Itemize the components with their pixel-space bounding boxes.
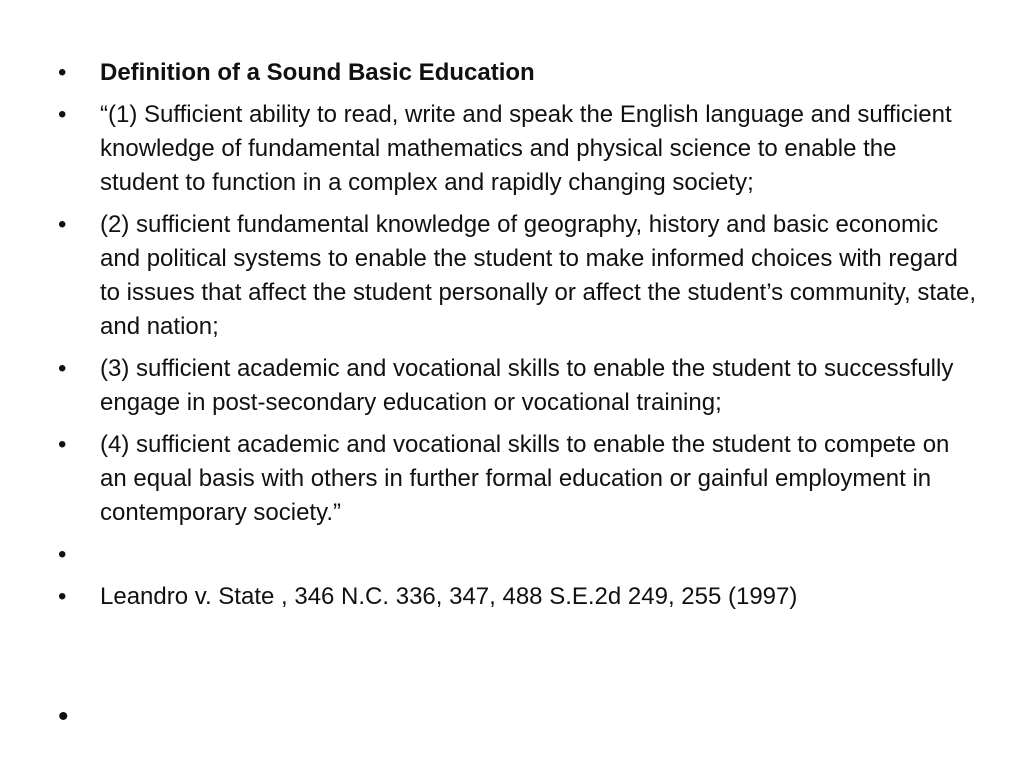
citation-text: Leandro v. State , 346 N.C. 336, 347, 488 S.E.2d 249, 255 (1997) xyxy=(100,583,798,610)
bullet-icon: • xyxy=(58,541,67,568)
bullet-item-4 xyxy=(58,428,978,530)
bullet-icon: • xyxy=(58,101,67,128)
trailing-bullet-icon: • xyxy=(58,700,69,733)
bullet-text: (2) sufficient fundamental knowledge of geography, history and basic economic and political systems to enable the student to make informed choices with regard to issues that affect the student personally or affect the student’s community, state, and nation; xyxy=(100,211,977,340)
bullet-icon: • xyxy=(58,583,67,610)
bullet-icon: • xyxy=(58,355,67,382)
bullet-icon: • xyxy=(58,431,67,458)
bullet-item-empty xyxy=(58,538,978,572)
bullet-text: (4) sufficient academic and vocational skills to enable the student to compete on an equal basis with others in further formal education or gainful employment in contemporary society.” xyxy=(100,431,950,526)
bullet-citation xyxy=(58,580,978,614)
bullet-icon: • xyxy=(58,211,67,238)
bullet-text: “(1) Sufficient ability to read, write and speak the English language and sufficient knowledge of fundamental mathematics and physical science to enable the student to function in a complex and rapidly changing society; xyxy=(100,101,952,196)
bullet-item-1 xyxy=(58,98,978,200)
bullet-item-2 xyxy=(58,208,978,344)
bullet-list xyxy=(58,56,978,622)
bullet-text: (3) sufficient academic and vocational skills to enable the student to successfully engage in post-secondary education or vocational training; xyxy=(100,355,954,416)
bullet-item-3 xyxy=(58,352,978,420)
bullet-definition-heading xyxy=(58,56,978,90)
bullet-icon: • xyxy=(58,59,67,86)
heading-text: Definition of a Sound Basic Education xyxy=(100,59,535,86)
